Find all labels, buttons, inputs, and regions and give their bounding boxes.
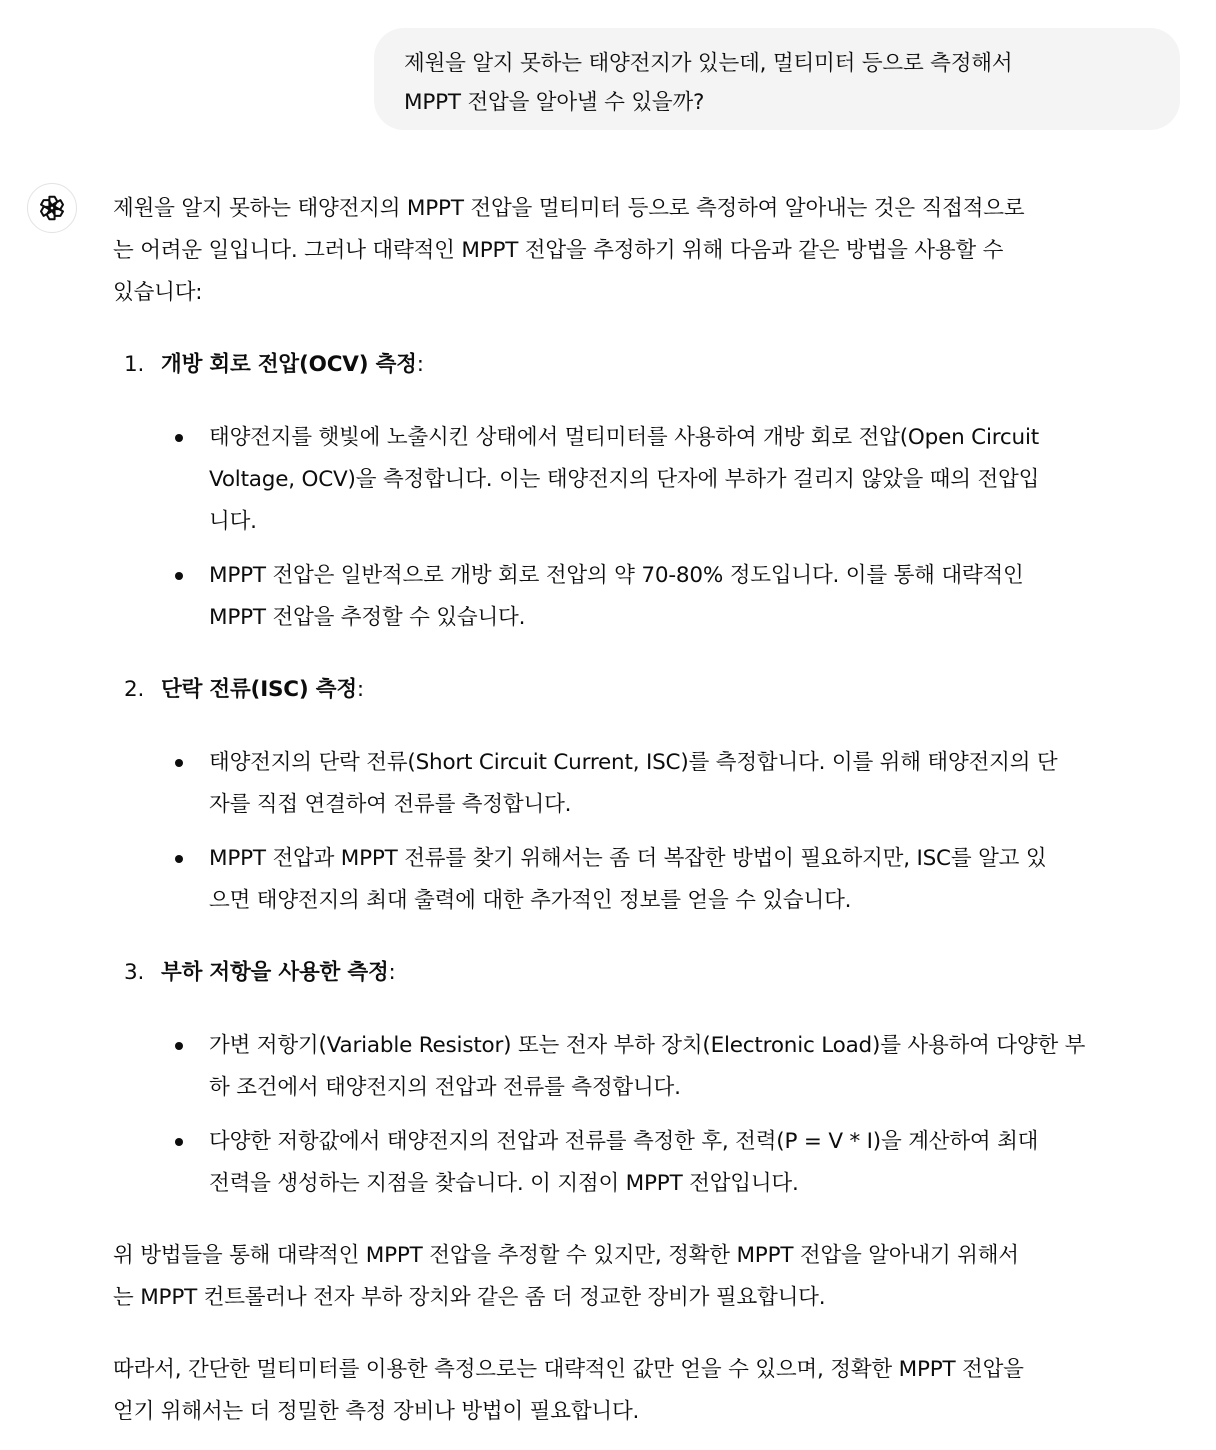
user-message-bubble [374, 28, 1180, 130]
list-item [113, 838, 1188, 922]
conclusion-line: 따라서, 간단한 멀티미터를 이용한 측정으로는 대략적인 값만 얻을 수 있으며, 정확한 MPPT 전압을 [113, 1357, 1024, 1382]
list-item-line: 니다. [209, 509, 257, 534]
step-number: 1. [124, 352, 145, 377]
list-item [113, 417, 1188, 543]
list-item-line: 으면 태양전지의 최대 출력에 대한 추가적인 정보를 얻을 수 있습니다. [209, 888, 852, 913]
list-item [113, 742, 1188, 826]
list-item-line: 전력을 생성하는 지점을 찾습니다. 이 지점이 MPPT 전압입니다. [209, 1171, 799, 1196]
list-item [113, 1025, 1188, 1109]
step-3 [113, 952, 1188, 1205]
step-heading [113, 344, 1188, 386]
step-colon: : [356, 677, 364, 702]
list-item [113, 555, 1188, 639]
list-item-line: MPPT 전압을 추정할 수 있습니다. [209, 605, 526, 630]
list-item-line: MPPT 전압은 일반적으로 개방 회로 전압의 약 70-80% 정도입니다. 이를 통해 대략적인 [209, 563, 1024, 588]
intro-paragraph [113, 188, 1188, 314]
step-number: 2. [124, 677, 145, 702]
step-title: 단락 전류(ISC) 측정 [161, 677, 357, 702]
step-title: 부하 저항을 사용한 측정 [161, 960, 389, 985]
step-title: 개방 회로 전압(OCV) 측정 [161, 352, 417, 377]
list-item-line: MPPT 전압과 MPPT 전류를 찾기 위해서는 좀 더 복잡한 방법이 필요하지만, ISC를 알고 있 [209, 846, 1047, 871]
step-heading [113, 669, 1188, 711]
openai-logo-icon [37, 193, 67, 223]
step-2 [113, 669, 1188, 922]
list-item-line: 태양전지의 단락 전류(Short Circuit Current, ISC)를 측정합니다. 이를 위해 태양전지의 단 [209, 750, 1058, 775]
step-1 [113, 344, 1188, 639]
list-item-line: 태양전지를 햇빛에 노출시킨 상태에서 멀티미터를 사용하여 개방 회로 전압(Open Circuit [209, 425, 1039, 450]
list-item [113, 1121, 1188, 1205]
user-message-line: MPPT 전압을 알아낼 수 있을까? [404, 90, 705, 115]
list-item-line: 가변 저항기(Variable Resistor) 또는 전자 부하 장치(Electronic Load)를 사용하여 다양한 부 [209, 1033, 1086, 1058]
summary-line: 위 방법들을 통해 대략적인 MPPT 전압을 추정할 수 있지만, 정확한 MPPT 전압을 알아내기 위해서 [113, 1243, 1019, 1268]
step-colon: : [416, 352, 424, 377]
bullet-list [113, 417, 1188, 639]
list-item-line: 다양한 저항값에서 태양전지의 전압과 전류를 측정한 후, 전력(P = V * I)을 계산하여 최대 [209, 1129, 1039, 1154]
assistant-message [113, 188, 1188, 1433]
step-heading [113, 952, 1188, 994]
user-message-line: 제원을 알지 못하는 태양전지가 있는데, 멀티미터 등으로 측정해서 [404, 51, 1013, 76]
step-colon: : [388, 960, 396, 985]
bullet-list [113, 1025, 1188, 1205]
intro-line: 제원을 알지 못하는 태양전지의 MPPT 전압을 멀티미터 등으로 측정하여 알아내는 것은 직접적으로 [113, 196, 1025, 221]
list-item-line: Voltage, OCV)을 측정합니다. 이는 태양전지의 단자에 부하가 걸리지 않았을 때의 전압입 [209, 467, 1040, 492]
assistant-avatar [27, 183, 77, 233]
intro-line: 있습니다: [113, 280, 203, 305]
intro-line: 는 어려운 일입니다. 그러나 대략적인 MPPT 전압을 추정하기 위해 다음과 같은 방법을 사용할 수 [113, 238, 1004, 263]
summary-paragraph [113, 1235, 1188, 1319]
summary-line: 는 MPPT 컨트롤러나 전자 부하 장치와 같은 좀 더 정교한 장비가 필요합니다. [113, 1285, 826, 1310]
bullet-list [113, 742, 1188, 922]
step-number: 3. [124, 960, 145, 985]
list-item-line: 하 조건에서 태양전지의 전압과 전류를 측정합니다. [209, 1075, 681, 1100]
list-item-line: 자를 직접 연결하여 전류를 측정합니다. [209, 792, 572, 817]
conclusion-line: 얻기 위해서는 더 정밀한 측정 장비나 방법이 필요합니다. [113, 1399, 640, 1424]
conclusion-paragraph [113, 1349, 1188, 1433]
